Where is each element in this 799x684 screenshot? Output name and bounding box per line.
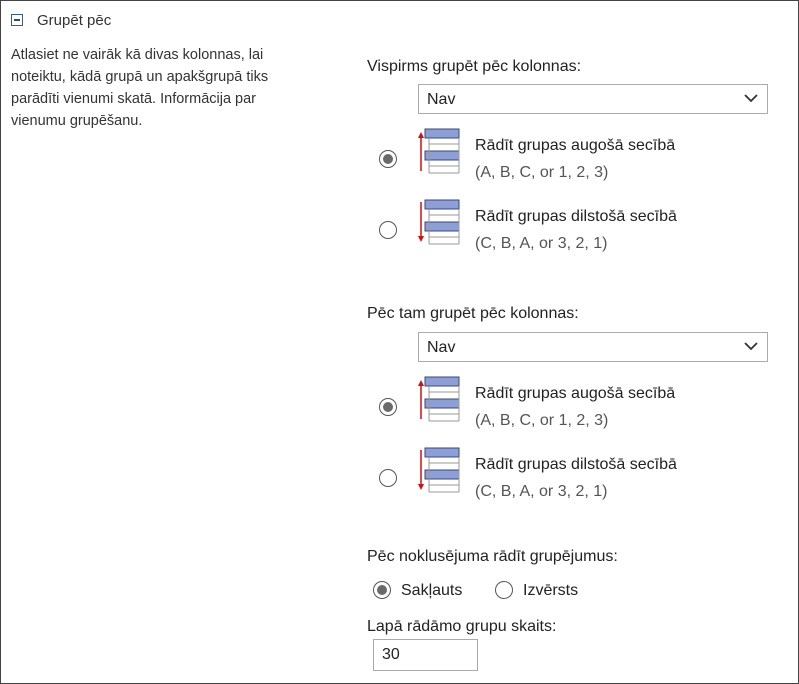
second-group-ascending-title: Rādīt grupas augošā secībā bbox=[475, 385, 676, 402]
sort-descending-icon bbox=[415, 446, 463, 494]
collapsed-radio[interactable] bbox=[373, 581, 391, 599]
sort-ascending-icon bbox=[415, 127, 463, 175]
first-group-descending-title: Rādīt grupas dilstošā secībā bbox=[475, 208, 677, 225]
first-group-ascending-radio[interactable] bbox=[379, 150, 397, 168]
collapsed-label: Sakļauts bbox=[401, 582, 463, 599]
sort-ascending-icon bbox=[415, 375, 463, 423]
first-group-label: Vispirms grupēt pēc kolonnas: bbox=[367, 58, 582, 75]
chevron-down-icon bbox=[743, 91, 759, 105]
section-title: Grupēt pēc bbox=[37, 12, 112, 29]
section-description: Atlasiet ne vairāk kā divas kolonnas, lai noteiktu, kādā grupā un apakšgrupā tiks parādīti vienumi skatā. Informācija par vienumu grupēšanu. bbox=[11, 47, 269, 129]
default-display-label: Pēc noklusējuma rādīt grupējumus: bbox=[367, 548, 618, 565]
second-group-ascending-subtitle: (A, B, C, or 1, 2, 3) bbox=[475, 412, 609, 429]
second-group-descending-radio[interactable] bbox=[379, 469, 397, 487]
sort-descending-icon bbox=[415, 198, 463, 246]
second-group-label: Pēc tam grupēt pēc kolonnas: bbox=[367, 305, 579, 322]
second-group-select-value: Nav bbox=[427, 339, 456, 356]
second-group-ascending-radio[interactable] bbox=[379, 398, 397, 416]
first-group-descending-subtitle: (C, B, A, or 3, 2, 1) bbox=[475, 235, 608, 252]
group-count-label: Lapā rādāmo grupu skaits: bbox=[367, 618, 557, 635]
first-group-descending-radio[interactable] bbox=[379, 221, 397, 239]
first-group-ascending-subtitle: (A, B, C, or 1, 2, 3) bbox=[475, 164, 609, 181]
chevron-down-icon bbox=[743, 339, 759, 353]
expanded-radio[interactable] bbox=[495, 581, 513, 599]
first-group-ascending-title: Rādīt grupas augošā secībā bbox=[475, 137, 676, 154]
second-group-descending-subtitle: (C, B, A, or 3, 2, 1) bbox=[475, 483, 608, 500]
second-group-descending-title: Rādīt grupas dilstošā secībā bbox=[475, 456, 677, 473]
first-group-column-select[interactable] bbox=[418, 84, 768, 114]
second-group-column-select[interactable] bbox=[418, 332, 768, 362]
collapse-section-icon[interactable] bbox=[11, 14, 23, 26]
expanded-label: Izvērsts bbox=[523, 582, 579, 599]
first-group-select-value: Nav bbox=[427, 91, 456, 108]
group-count-input[interactable] bbox=[373, 639, 478, 671]
